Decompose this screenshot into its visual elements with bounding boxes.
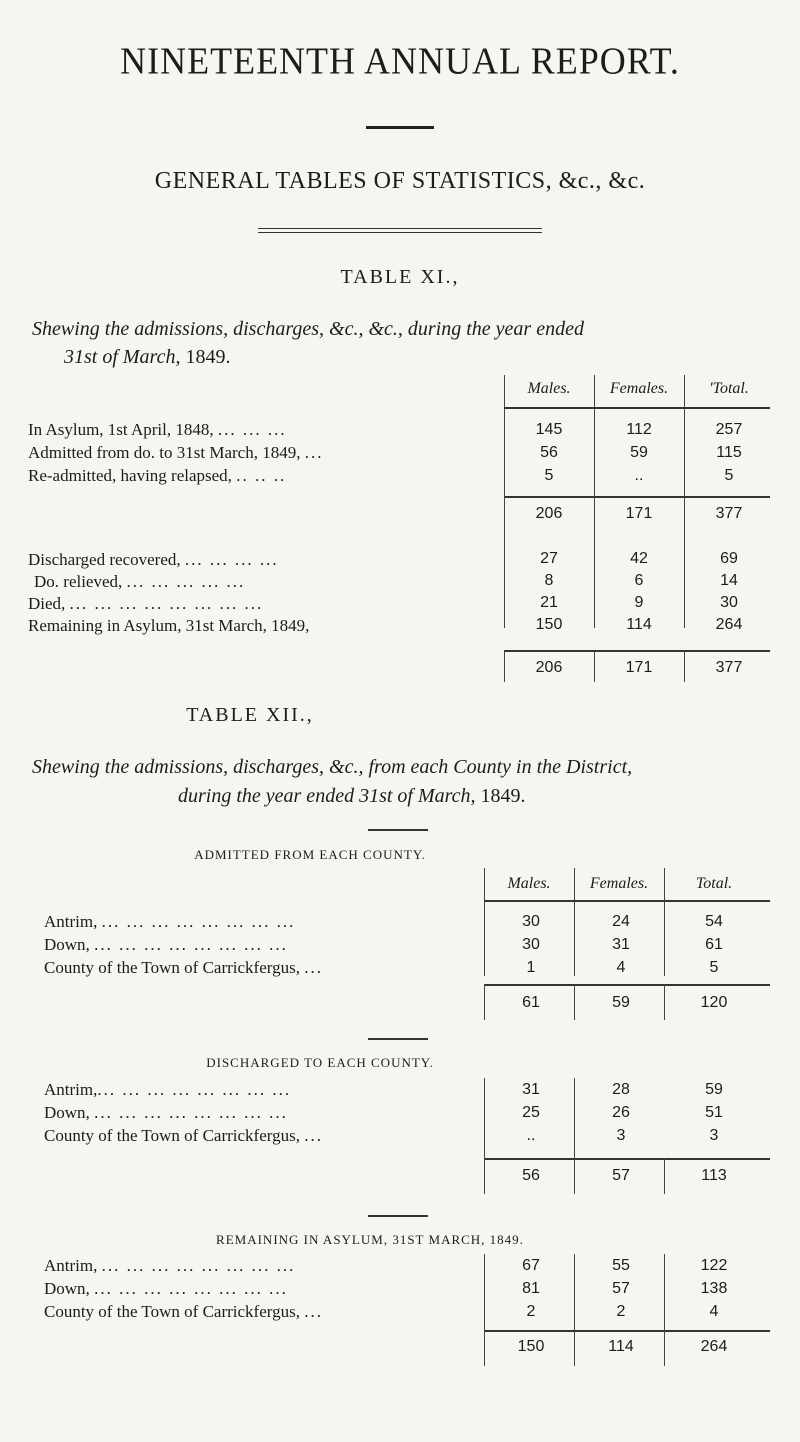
cell-females: 26 (612, 1104, 630, 1121)
row-label: County of the Town of Carrickfergus, ... (44, 1302, 323, 1321)
section-rule-2 (258, 232, 542, 233)
col-head-males: Males. (527, 380, 571, 397)
cell-males: 56 (540, 444, 558, 461)
cell-males: 2 (526, 1303, 536, 1320)
total-total: 377 (715, 505, 743, 522)
total-females: 59 (612, 994, 630, 1011)
total-total: 264 (700, 1338, 728, 1355)
section-divider (368, 1038, 428, 1040)
cell-total: 51 (705, 1104, 723, 1121)
cell-females: 3 (616, 1127, 626, 1144)
row-label: Discharged recovered, ... ... ... ... (28, 550, 279, 569)
col-divider (484, 984, 485, 1020)
row-label: Down, ... ... ... ... ... ... ... ... (44, 1279, 288, 1298)
table-xii-title: TABLE XII., (186, 704, 314, 726)
col-divider (504, 650, 505, 682)
col-divider (484, 1330, 485, 1366)
cell-total: 122 (700, 1257, 728, 1274)
row-label: Re-admitted, having relapsed, .. .. .. (28, 466, 287, 485)
col-divider (594, 530, 595, 628)
cell-total: 5 (709, 959, 719, 976)
cell-males: 27 (540, 550, 558, 567)
cell-males: 145 (535, 421, 563, 438)
col-divider (574, 1254, 575, 1334)
header-rule (504, 407, 770, 409)
admitted-heading: ADMITTED FROM EACH COUNTY. (194, 847, 426, 862)
subtotal-rule (484, 1158, 770, 1160)
col-divider (574, 1330, 575, 1366)
cell-males: 150 (535, 616, 563, 633)
table-xii-caption-line1: Shewing the admissions, discharges, &c., from each County in the District, (32, 756, 633, 778)
col-divider (664, 1330, 665, 1366)
col-divider (594, 650, 595, 682)
table-xii-caption-line2 (178, 785, 526, 808)
row-label: County of the Town of Carrickfergus, ... (44, 958, 323, 977)
total-females: 114 (608, 1338, 634, 1355)
col-divider (484, 1158, 485, 1194)
total-females: 171 (625, 505, 653, 522)
cell-males: 5 (544, 467, 554, 484)
cell-total: 5 (724, 467, 734, 484)
total-total: 120 (700, 994, 728, 1011)
table-xi-caption-line1: Shewing the admissions, discharges, &c., &c., during the year ended (32, 318, 584, 340)
col-divider (664, 984, 665, 1020)
cell-total: 264 (715, 616, 743, 633)
total-total: 377 (715, 659, 743, 676)
col-divider (684, 650, 685, 682)
cell-males: 30 (522, 936, 540, 953)
total-males: 150 (517, 1338, 545, 1355)
cell-females: 6 (634, 572, 644, 589)
section-divider (368, 1215, 428, 1217)
cell-females: 57 (612, 1280, 630, 1297)
cell-females: 55 (612, 1257, 630, 1274)
cell-males: 8 (544, 572, 554, 589)
cell-females: 114 (626, 616, 652, 633)
row-label: Admitted from do. to 31st March, 1849, ... (28, 443, 324, 462)
table-xii-rule (368, 829, 428, 831)
cell-males: .. (526, 1127, 536, 1144)
cell-males: 30 (522, 913, 540, 930)
discharged-heading: DISCHARGED TO EACH COUNTY. (206, 1055, 434, 1070)
cell-total: 115 (716, 444, 742, 461)
cell-females: 31 (612, 936, 630, 953)
cell-total: 4 (709, 1303, 719, 1320)
total-males: 206 (535, 505, 563, 522)
cell-females: 24 (612, 913, 630, 930)
row-label: Down, ... ... ... ... ... ... ... ... (44, 1103, 288, 1122)
col-head-females: Females. (589, 875, 649, 892)
running-head: NINETEENTH ANNUAL REPORT. (120, 40, 680, 82)
total-total: 113 (701, 1167, 727, 1184)
subtotal-rule (504, 650, 770, 652)
col-divider (484, 1078, 485, 1158)
caption-date: during the year ended 31st of March, (178, 785, 476, 807)
row-label: Antrim, ... ... ... ... ... ... ... ... (44, 912, 296, 931)
row-label: In Asylum, 1st April, 1848, ... ... ... (28, 420, 287, 439)
col-divider (574, 1158, 575, 1194)
cell-males: 25 (522, 1104, 540, 1121)
col-head-total: Total. (695, 875, 733, 892)
row-label: Remaining in Asylum, 31st March, 1849, (28, 616, 310, 635)
col-head-females: Females. (609, 380, 669, 397)
row-label: County of the Town of Carrickfergus, ... (44, 1126, 323, 1145)
row-label: Antrim,... ... ... ... ... ... ... ... (44, 1080, 292, 1099)
row-label: Antrim, ... ... ... ... ... ... ... ... (44, 1256, 296, 1275)
cell-females: 112 (626, 421, 652, 438)
subtotal-rule (484, 984, 770, 986)
cell-females: 42 (630, 550, 648, 567)
cell-males: 81 (522, 1280, 540, 1297)
cell-total: 257 (715, 421, 743, 438)
col-divider (504, 530, 505, 628)
col-divider (684, 496, 685, 530)
caption-year: 1849. (185, 346, 231, 368)
cell-total: 138 (700, 1280, 728, 1297)
cell-total: 69 (720, 550, 738, 567)
cell-females: 4 (616, 959, 626, 976)
cell-females: 9 (634, 594, 644, 611)
col-divider (664, 1254, 665, 1334)
cell-males: 1 (526, 959, 536, 976)
total-females: 171 (625, 659, 653, 676)
cell-total: 30 (720, 594, 738, 611)
total-females: 57 (612, 1167, 630, 1184)
col-head-total: 'Total. (709, 380, 749, 397)
remaining-heading: REMAINING IN ASYLUM, 31ST MARCH, 1849. (216, 1232, 524, 1247)
table-xi-title: TABLE XI., (340, 266, 460, 288)
table-xi-caption-line2 (64, 346, 230, 369)
cell-males: 21 (540, 594, 558, 611)
col-head-males: Males. (507, 875, 551, 892)
col-divider (484, 1254, 485, 1334)
total-males: 206 (535, 659, 563, 676)
cell-total: 59 (705, 1081, 723, 1098)
section-rule (258, 228, 542, 229)
cell-females: 2 (616, 1303, 626, 1320)
cell-females: 28 (612, 1081, 630, 1098)
total-males: 56 (522, 1167, 540, 1184)
title-rule (366, 126, 434, 129)
cell-total: 54 (705, 913, 723, 930)
subtotal-rule (484, 1330, 770, 1332)
section-title: GENERAL TABLES OF STATISTICS, &c., &c. (154, 168, 646, 194)
col-divider (574, 1078, 575, 1158)
cell-males: 31 (522, 1081, 540, 1098)
row-label: Died, ... ... ... ... ... ... ... ... (28, 594, 264, 613)
cell-females: .. (634, 467, 644, 484)
caption-year: 1849. (480, 785, 526, 807)
subtotal-rule (504, 496, 770, 498)
cell-total: 14 (720, 572, 738, 589)
cell-total: 61 (705, 936, 723, 953)
header-rule (484, 900, 770, 902)
cell-males: 67 (522, 1257, 540, 1274)
cell-total: 3 (709, 1127, 719, 1144)
col-divider (574, 984, 575, 1020)
col-divider (664, 1158, 665, 1194)
cell-females: 59 (630, 444, 648, 461)
col-divider (684, 530, 685, 628)
caption-date: 31st of March, (64, 346, 181, 368)
col-divider (504, 496, 505, 530)
row-label: Down, ... ... ... ... ... ... ... ... (44, 935, 288, 954)
row-label: Do. relieved, ... ... ... ... ... (34, 572, 246, 591)
col-divider (594, 496, 595, 530)
total-males: 61 (522, 994, 540, 1011)
